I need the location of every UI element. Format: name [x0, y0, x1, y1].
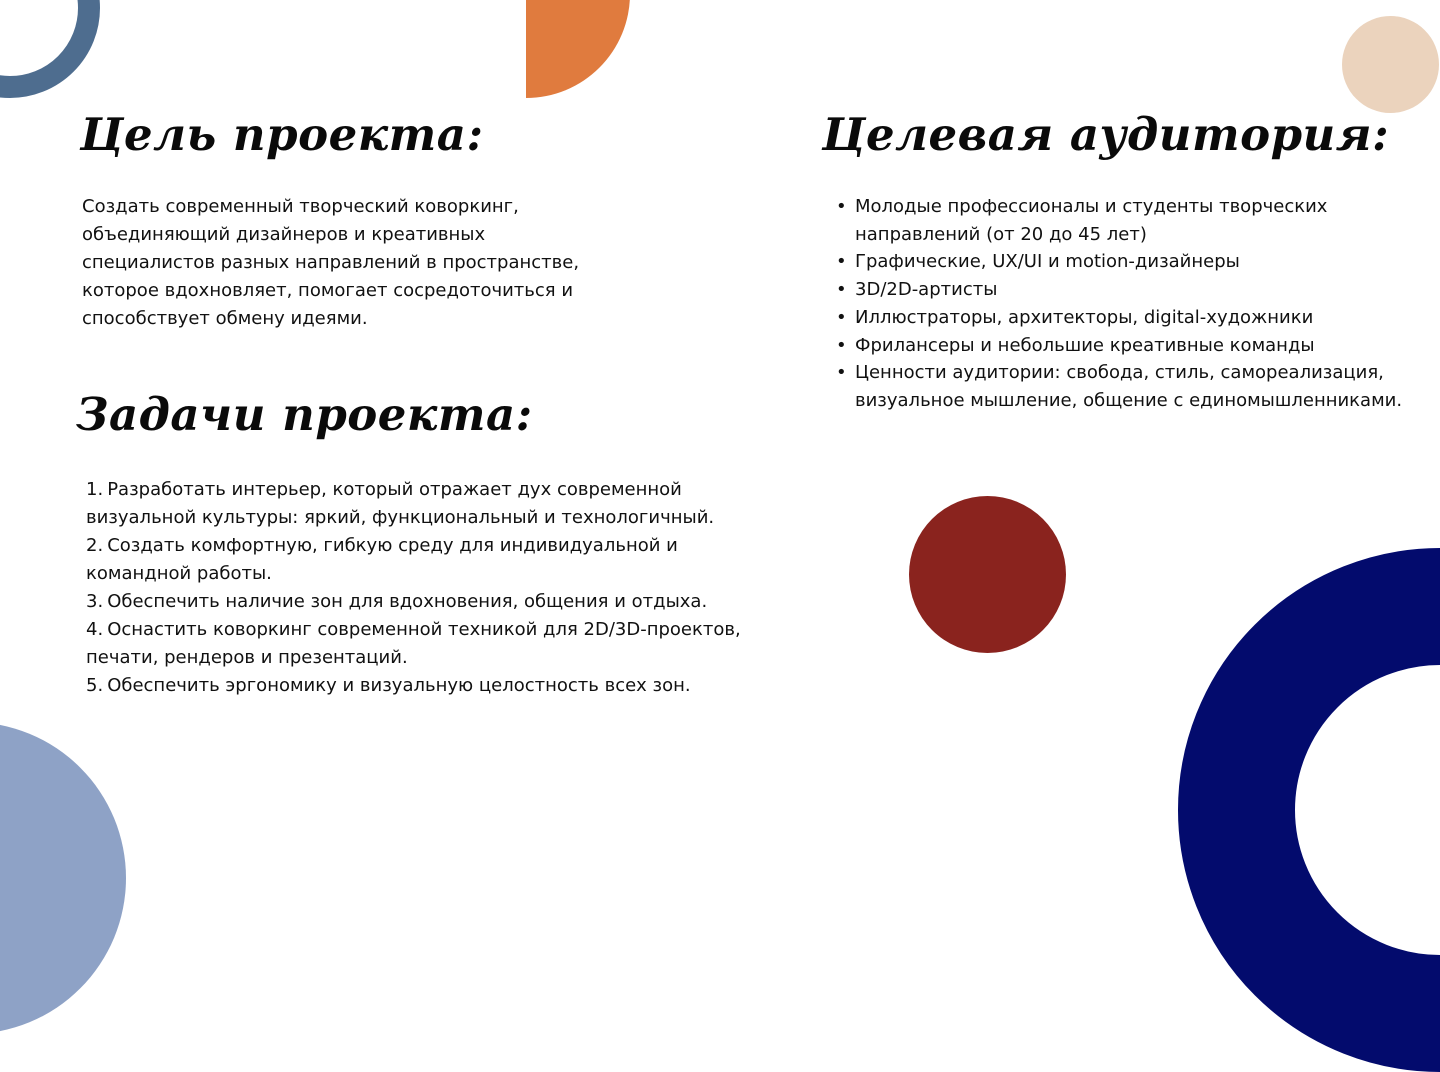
bullet-icon: • — [836, 362, 847, 384]
task-number: 5. — [86, 675, 104, 696]
task-number: 3. — [86, 591, 104, 612]
audience-heading: Целевая аудитория: — [822, 108, 1390, 161]
task-item — [86, 616, 786, 672]
task-number: 1. — [86, 479, 104, 500]
audience-item-text: Иллюстраторы, архитекторы, digital-художники — [855, 306, 1314, 328]
task-text: Обеспечить эргономику и визуальную целостность всех зон. — [107, 675, 691, 696]
task-number: 2. — [86, 535, 104, 556]
audience-item-text: Молодые профессионалы и студенты творческих направлений (от 20 до 45 лет) — [855, 196, 1328, 245]
task-item — [86, 532, 786, 588]
audience-list — [836, 193, 1426, 415]
bullet-icon: • — [836, 279, 847, 301]
decorative-red-circle — [909, 496, 1066, 653]
audience-item-text: Фрилансеры и небольшие креативные команды — [855, 334, 1315, 356]
decorative-navy-arc — [1178, 548, 1440, 1072]
bullet-icon: • — [836, 251, 847, 273]
audience-item-text: 3D/2D-артисты — [855, 279, 998, 301]
task-text: Разработать интерьер, который отражает дух современной визуальной культуры: яркий, функциональный и технологичный. — [86, 479, 715, 528]
decorative-peach-circle — [1342, 16, 1439, 113]
bullet-icon: • — [836, 306, 847, 328]
audience-list-item — [836, 332, 1426, 360]
audience-item-text: Ценности аудитории: свобода, стиль, самореализация, визуальное мышление, общение с единомышленниками. — [855, 362, 1403, 411]
goal-text: Создать современный творческий коворкинг, объединяющий дизайнеров и креативных специалистов разных направлений в пространстве, которое вдохновляет, помогает сосредоточиться и способствует обмену идеями. — [82, 196, 580, 329]
task-text: Оснастить коворкинг современной техникой для 2D/3D-проектов, печати, рендеров и презентаций. — [86, 619, 741, 668]
decorative-blue-circle-bottom-left — [0, 722, 126, 1034]
decorative-orange-quarter-circle — [526, 0, 630, 98]
task-item — [86, 476, 786, 532]
audience-item-text: Графические, UX/UI и motion-дизайнеры — [855, 251, 1240, 273]
audience-list-item — [836, 304, 1426, 332]
task-text: Создать комфортную, гибкую среду для индивидуальной и командной работы. — [86, 535, 678, 584]
goal-heading: Цель проекта: — [80, 108, 484, 161]
audience-list-item — [836, 193, 1426, 248]
audience-list-item — [836, 248, 1426, 276]
audience-list-item — [836, 359, 1426, 414]
task-item — [86, 672, 786, 700]
decorative-ring-top-left — [0, 0, 100, 98]
bullet-icon: • — [836, 196, 847, 217]
task-item — [86, 588, 786, 616]
tasks-heading: Задачи проекта: — [76, 388, 533, 441]
tasks-list — [86, 476, 786, 700]
task-text: Обеспечить наличие зон для вдохновения, общения и отдыха. — [107, 591, 708, 612]
audience-list-item — [836, 276, 1426, 304]
task-number: 4. — [86, 619, 104, 640]
bullet-icon: • — [836, 334, 847, 356]
